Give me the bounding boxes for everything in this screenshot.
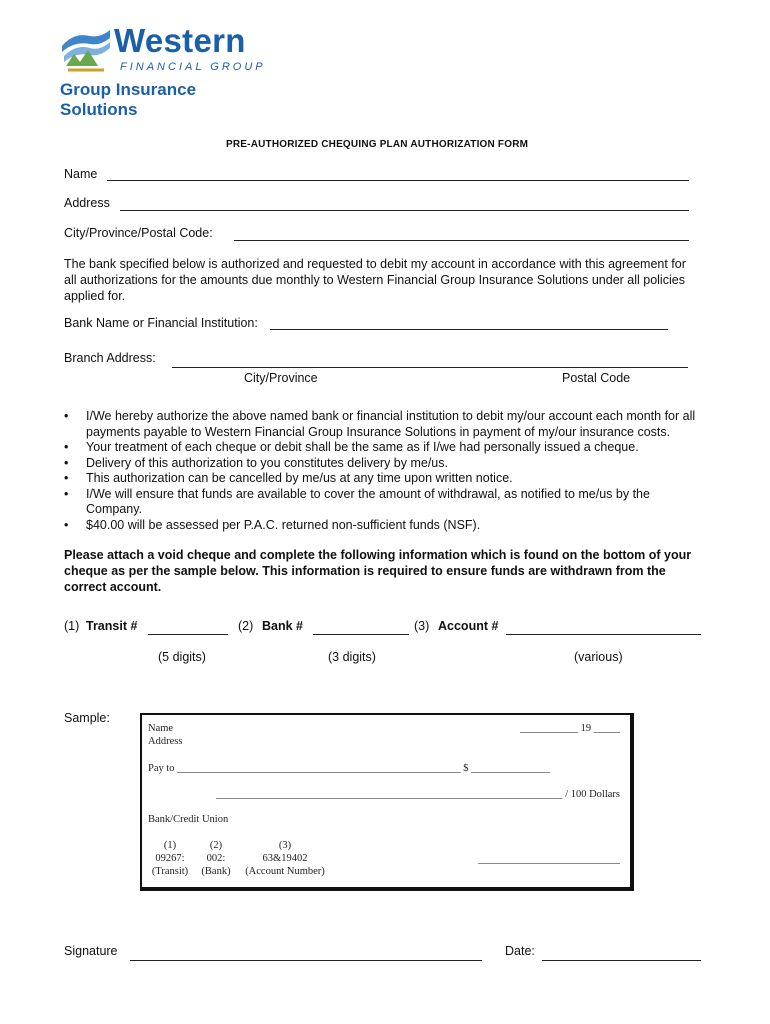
list-item xyxy=(64,440,704,456)
cheque-account-value: 63&19402 xyxy=(262,853,308,864)
cheque-dollars-line: __________________________________________________________________ / 100 Dollars xyxy=(216,789,620,800)
name-field[interactable] xyxy=(107,180,689,181)
cheque-transit-value: 09267: xyxy=(155,853,185,864)
company-logo xyxy=(60,22,270,119)
logo-tagline: Group Insurance Solutions xyxy=(60,80,197,119)
bullet-icon: • xyxy=(64,471,69,485)
attach-cheque-note: Please attach a void cheque and complete the following information which is found on the bottom of your cheque as per the sample below. This information is required to ensure funds are withdrawn from the correct account. xyxy=(64,548,692,594)
cheque-pay-to: Pay to ______________________________________________________ $ _______________ xyxy=(148,763,550,774)
term-text: $40.00 will be assessed per P.A.C. returned non-sufficient funds (NSF). xyxy=(86,517,481,532)
name-label: Name xyxy=(64,167,98,181)
cheque-bank-label: (Bank) xyxy=(201,866,231,877)
term-text: Delivery of this authorization to you constitutes delivery by me/us. xyxy=(86,455,448,470)
bullet-icon: • xyxy=(64,486,69,501)
address-label: Address xyxy=(64,196,110,210)
bank-digits-hint: (3 digits) xyxy=(328,650,376,664)
transit-number-tag: (1) xyxy=(64,619,80,633)
sample-label: Sample: xyxy=(64,711,110,725)
list-item xyxy=(64,471,704,487)
postal-code-caption: Postal Code xyxy=(562,371,631,385)
city-province-postal-field[interactable] xyxy=(234,240,689,241)
cheque-signature-line: ___________________________ xyxy=(478,854,620,865)
account-number-field[interactable] xyxy=(506,634,701,635)
branch-address-label: Branch Address: xyxy=(64,351,156,365)
date-label: Date: xyxy=(505,944,535,958)
term-text: I/We hereby authorize the above named bank or financial institution to debit my/our account each month for all payments payable to Western Financial Group Insurance Solutions in payment of my/our insurance costs. xyxy=(86,409,696,439)
city-province-postal-label: City/Province/Postal Code: xyxy=(64,226,213,240)
list-item xyxy=(64,518,704,534)
cheque-address: Address xyxy=(148,736,183,747)
cheque-name: Name xyxy=(148,723,174,734)
cheque-transit-label: (Transit) xyxy=(151,866,189,877)
term-text: I/We will ensure that funds are available to cover the amount of withdrawal, as notified to me/us by the Company. xyxy=(86,486,650,516)
cheque-bank-tag: (2) xyxy=(209,840,223,851)
bank-number-label: Bank # xyxy=(262,619,303,633)
transit-digits-hint: (5 digits) xyxy=(158,650,206,664)
account-number-label: Account # xyxy=(438,619,499,633)
date-field[interactable] xyxy=(542,960,701,961)
cheque-account-label: (Account Number) xyxy=(245,866,325,877)
transit-field[interactable] xyxy=(148,634,228,635)
sample-cheque xyxy=(140,713,634,891)
list-item xyxy=(64,409,704,440)
bullet-icon: • xyxy=(64,517,69,532)
branch-address-field[interactable] xyxy=(172,367,688,368)
logo-mark-icon xyxy=(60,26,112,72)
account-number-tag: (3) xyxy=(414,619,430,633)
authorization-terms-list xyxy=(64,409,704,533)
transit-label: Transit # xyxy=(86,619,138,633)
bank-name-field[interactable] xyxy=(270,329,668,330)
address-field[interactable] xyxy=(120,210,689,211)
cheque-transit-column xyxy=(150,839,190,878)
bank-number-tag: (2) xyxy=(238,619,254,633)
bank-number-field[interactable] xyxy=(313,634,409,635)
term-text: This authorization can be cancelled by me/us at any time upon written notice. xyxy=(86,471,513,485)
list-item xyxy=(64,487,704,518)
bullet-icon: • xyxy=(64,455,69,470)
term-text: Your treatment of each cheque or debit shall be the same as if I/we had personally issued a cheque. xyxy=(86,440,639,454)
signature-field[interactable] xyxy=(130,960,482,961)
logo-wordmark: Western xyxy=(114,22,246,59)
cheque-account-tag: (3) xyxy=(278,840,292,851)
cheque-bank-value: 002: xyxy=(206,853,226,864)
cheque-transit-tag: (1) xyxy=(163,840,177,851)
list-item xyxy=(64,456,704,472)
cheque-bank: Bank/Credit Union xyxy=(148,814,229,825)
bullet-icon: • xyxy=(64,409,69,423)
authorization-intro: The bank specified below is authorized and requested to debit my account in accordance with this agreement for all authorizations for the amounts due monthly to Western Financial Group Insurance Solutions under all policies applied for. xyxy=(64,257,686,303)
cheque-date-line: ___________ 19 _____ xyxy=(520,723,620,734)
signature-label: Signature xyxy=(64,944,118,958)
bullet-icon: • xyxy=(64,440,69,454)
city-province-caption: City/Province xyxy=(244,371,318,385)
cheque-bank-column xyxy=(198,839,234,878)
cheque-account-column xyxy=(240,839,330,878)
account-digits-hint: (various) xyxy=(574,650,623,664)
form-title: PRE-AUTHORIZED CHEQUING PLAN AUTHORIZATION FORM xyxy=(226,139,529,150)
bank-name-label: Bank Name or Financial Institution: xyxy=(64,316,258,330)
logo-subtitle: FINANCIAL GROUP xyxy=(120,61,266,73)
